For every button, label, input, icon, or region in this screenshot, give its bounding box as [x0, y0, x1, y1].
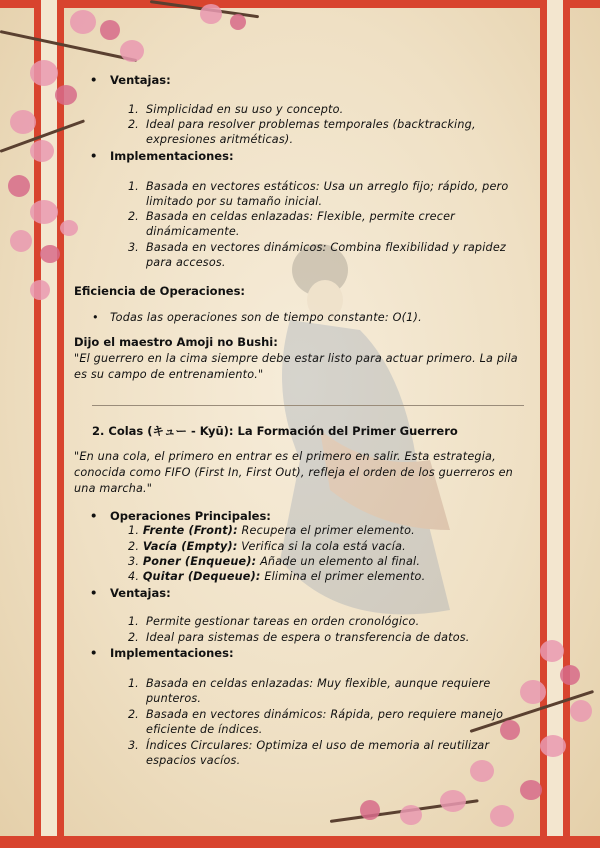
cherry-blossom [40, 245, 60, 263]
list-item: Ideal para resolver problemas temporales (backtracking, [146, 118, 476, 131]
cherry-blossom [470, 760, 494, 782]
cherry-blossom [55, 85, 77, 105]
section-title: 2. Colas (キュー - Kyū): La Formación del Primer Guerrero [92, 424, 458, 438]
ventajas-heading: • Ventajas: [90, 73, 171, 87]
operation-item: 4. Quitar (Dequeue): Elimina el primer elemento. [128, 570, 426, 583]
list-number: 3. [128, 739, 139, 752]
list-item: Permite gestionar tareas en orden cronológico. [146, 615, 420, 628]
list-item-continued: eficiente de índices. [146, 723, 263, 736]
operation-item: 3. Poner (Enqueue): Añade un elemento al final. [128, 555, 421, 568]
cherry-blossom [120, 40, 144, 62]
operation-item: 2. Vacía (Empty): Verifica si la cola está vacía. [128, 540, 406, 553]
eficiencia-heading: Eficiencia de Operaciones: [74, 284, 246, 298]
operation-item: 1. Frente (Front): Recupera el primer elemento. [128, 524, 415, 537]
list-item: Basada en celdas enlazadas: Flexible, permite crecer [146, 210, 455, 223]
ventajas-heading: • Ventajas: [90, 586, 171, 600]
intro-quote-line: conocida como FIFO (First In, First Out), refleja el orden de los guerreros en [74, 466, 513, 479]
cherry-blossom [30, 200, 58, 224]
list-item-continued: limitado por su tamaño inicial. [146, 195, 323, 208]
cherry-blossom [570, 700, 592, 722]
list-item: Basada en vectores dinámicos: Rápida, pero requiere manejo [146, 708, 504, 721]
list-number: 1. [128, 677, 139, 690]
geisha-illustration [250, 230, 480, 650]
cherry-blossom [60, 220, 78, 236]
list-item: Índices Circulares: Optimiza el uso de memoria al reutilizar [146, 739, 490, 752]
frame-bottom [0, 836, 600, 848]
maestro-quote-line: es su campo de entrenamiento." [74, 368, 264, 381]
intro-quote-line: una marcha." [74, 482, 153, 495]
cherry-blossom [70, 10, 96, 34]
cherry-blossom [520, 780, 542, 800]
list-number: 2. [128, 708, 139, 721]
cherry-blossom [30, 60, 58, 86]
cherry-blossom [440, 790, 466, 812]
cherry-blossom [360, 800, 380, 820]
maestro-quote-line: "El guerrero en la cima siempre debe estar listo para actuar primero. La pila [74, 352, 518, 365]
list-item-continued: expresiones aritméticas). [146, 133, 294, 146]
cherry-blossom [400, 805, 422, 825]
list-item: Basada en vectores dinámicos: Combina flexibilidad y rapidez [146, 241, 506, 254]
implementaciones-heading: • Implementaciones: [90, 149, 234, 163]
bullet-icon: • [90, 586, 98, 600]
list-item: Todas las operaciones son de tiempo constante: O(1). [110, 311, 422, 324]
bullet-icon: • [90, 73, 98, 87]
list-number: 2. [128, 118, 139, 131]
implementaciones-heading: • Implementaciones: [90, 646, 234, 660]
list-item-continued: punteros. [146, 692, 202, 705]
maestro-heading: Dijo el maestro Amoji no Bushi: [74, 335, 278, 349]
intro-quote-line: "En una cola, el primero en entrar es el primero en salir. Esta estrategia, [74, 450, 496, 463]
list-item-continued: espacios vacíos. [146, 754, 241, 767]
cherry-blossom [30, 140, 54, 162]
cherry-blossom [490, 805, 514, 827]
list-item: Simplicidad en su uso y concepto. [146, 103, 344, 116]
cherry-blossom [30, 280, 50, 300]
frame-top [0, 0, 600, 8]
list-item-continued: para accesos. [146, 256, 226, 269]
cherry-blossom [560, 665, 580, 685]
bullet-icon: • [90, 509, 98, 523]
bullet-icon: • [90, 646, 98, 660]
bullet-icon: • [90, 149, 98, 163]
cherry-blossom [10, 110, 36, 134]
list-number: 2. [128, 210, 139, 223]
list-item-continued: dinámicamente. [146, 225, 240, 238]
operaciones-heading: • Operaciones Principales: [90, 509, 271, 523]
list-number: 1. [128, 103, 139, 116]
list-number: 1. [128, 180, 139, 193]
list-number: 2. [128, 631, 139, 644]
cherry-blossom [540, 735, 566, 757]
cherry-blossom [500, 720, 520, 740]
list-item: Ideal para sistemas de espera o transferencia de datos. [146, 631, 470, 644]
list-item: Basada en vectores estáticos: Usa un arreglo fijo; rápido, pero [146, 180, 509, 193]
frame-right-pillar [540, 0, 570, 848]
bullet-icon: • [92, 311, 99, 324]
list-number: 3. [128, 241, 139, 254]
list-number: 1. [128, 615, 139, 628]
cherry-blossom [100, 20, 120, 40]
list-item: Basada en celdas enlazadas: Muy flexible, aunque requiere [146, 677, 491, 690]
section-divider [92, 405, 524, 406]
cherry-blossom [540, 640, 564, 662]
cherry-blossom [520, 680, 546, 704]
cherry-blossom [8, 175, 30, 197]
cherry-blossom [230, 14, 246, 30]
cherry-blossom [10, 230, 32, 252]
cherry-blossom [200, 4, 222, 24]
